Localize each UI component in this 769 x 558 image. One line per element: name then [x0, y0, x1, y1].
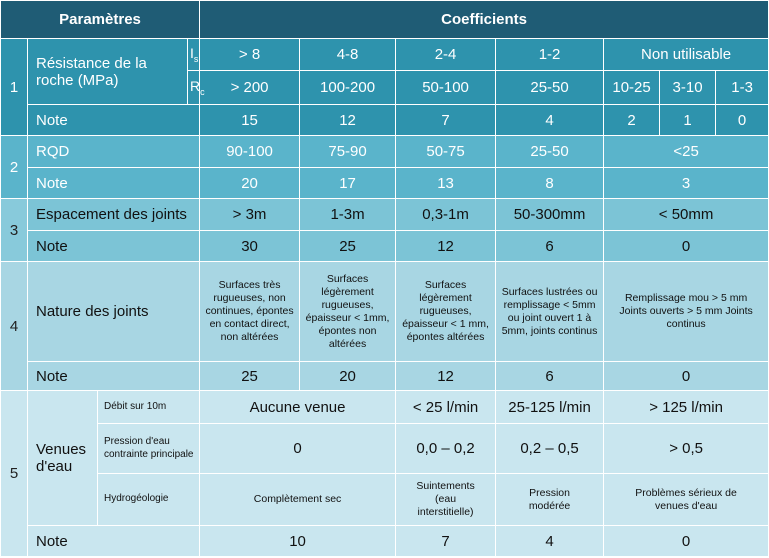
row5-debit-value: 25-125 l/min: [496, 391, 604, 424]
row2-value: 50-75: [396, 136, 496, 168]
row3-label: Espacement des joints: [28, 199, 200, 231]
row1-note-value: 7: [396, 105, 496, 136]
row5-debit-label: Débit sur 10m: [98, 391, 200, 424]
row2-value: 90-100: [200, 136, 300, 168]
row2-number: 2: [1, 136, 28, 199]
row1-rc-value: 3-10: [660, 71, 716, 105]
row1-note-value: 2: [604, 105, 660, 136]
row2-note-value: 13: [396, 168, 496, 199]
row1-is-value: > 8: [200, 39, 300, 71]
row5-hydro-value: Pression modérée: [496, 474, 604, 526]
row1-is-value: Non utilisable: [604, 39, 769, 71]
row5-number: 5: [1, 391, 28, 557]
row1-note-value: 12: [300, 105, 396, 136]
row1-is-value: 4-8: [300, 39, 396, 71]
header-row: [1, 1, 769, 39]
row5-hydro-value: Problèmes sérieux de venues d'eau: [604, 474, 769, 526]
row1-number: 1: [1, 39, 28, 136]
row3-note-value: 6: [496, 231, 604, 262]
row4-value: Surfaces légèrement rugueuses, épaisseur < 1 mm, épontes altérées: [396, 262, 496, 362]
row1-note-value: 0: [716, 105, 769, 136]
row1-is-value: 1-2: [496, 39, 604, 71]
row5-debit: [1, 391, 769, 424]
row4-note-value: 0: [604, 362, 769, 391]
row5-debit-value: > 125 l/min: [604, 391, 769, 424]
row3-note-label: Note: [28, 231, 200, 262]
row2-note-value: 8: [496, 168, 604, 199]
row3-values: [1, 199, 769, 231]
row4-note-value: 20: [300, 362, 396, 391]
row4-value: Surfaces légèrement rugueuses, épaisseur < 1mm, épontes non altérées: [300, 262, 396, 362]
row1-label: Résistance de la roche (MPa): [28, 39, 188, 105]
row1-note-label: Note: [28, 105, 200, 136]
row4-note-value: 12: [396, 362, 496, 391]
row4-value: Surfaces lustrées ou remplissage < 5mm ou joint ouvert 1 à 5mm, joints continus: [496, 262, 604, 362]
row2-value: <25: [604, 136, 769, 168]
row2-note-value: 3: [604, 168, 769, 199]
row5-pression: [1, 424, 769, 474]
row5-note-value: 7: [396, 526, 496, 557]
row2-note: [1, 168, 769, 199]
row3-number: 3: [1, 199, 28, 262]
row1-rc-value: 25-50: [496, 71, 604, 105]
row3-value: 0,3-1m: [396, 199, 496, 231]
row4-value: Surfaces très rugueuses, non continues, épontes en contact direct, non altérées: [200, 262, 300, 362]
row5-debit-value: < 25 l/min: [396, 391, 496, 424]
row5-note-value: 0: [604, 526, 769, 557]
row5-hydro-value: Complètement sec: [200, 474, 396, 526]
row4-value: Remplissage mou > 5 mm Joints ouverts > 5 mm Joints continus: [604, 262, 769, 362]
row2-values: [1, 136, 769, 168]
row3-note-value: 0: [604, 231, 769, 262]
row2-value: 25-50: [496, 136, 604, 168]
row5-pression-value: > 0,5: [604, 424, 769, 474]
row1-note-value: 1: [660, 105, 716, 136]
row1-rc-value: 10-25: [604, 71, 660, 105]
row1-is-symbol: $I_s$: [188, 39, 200, 71]
row5-hydro: [1, 474, 769, 526]
row2-note-value: 20: [200, 168, 300, 199]
row5-debit-value: Aucune venue: [200, 391, 396, 424]
row5-pression-value: 0,0 – 0,2: [396, 424, 496, 474]
row4-note-value: 25: [200, 362, 300, 391]
row2-note-value: 17: [300, 168, 396, 199]
row3-note-value: 25: [300, 231, 396, 262]
row1-note-value: 4: [496, 105, 604, 136]
row3-note-value: 30: [200, 231, 300, 262]
header-params: Paramètres: [1, 1, 200, 39]
row3-value: > 3m: [200, 199, 300, 231]
row5-pression-value: 0: [200, 424, 396, 474]
row1-rc-value: 100-200: [300, 71, 396, 105]
row5-pression-label: Pression d'eau contrainte principale: [98, 424, 200, 474]
row2-value: 75-90: [300, 136, 396, 168]
row1-rc-value: 1-3: [716, 71, 769, 105]
row1-rc-value: 50-100: [396, 71, 496, 105]
row1-note-value: 15: [200, 105, 300, 136]
row3-value: < 50mm: [604, 199, 769, 231]
row2-note-label: Note: [28, 168, 200, 199]
row1-rc-symbol: $R_c$: [188, 71, 200, 105]
row4-note-label: Note: [28, 362, 200, 391]
row4-number: 4: [1, 262, 28, 391]
row5-note: [1, 526, 769, 557]
row5-label: Venues d'eau: [28, 391, 98, 526]
row1-note: [1, 105, 769, 136]
row5-hydro-value: Suintements (eau interstitielle): [396, 474, 496, 526]
row1-is-value: 2-4: [396, 39, 496, 71]
row4-values: [1, 262, 769, 362]
row3-note-value: 12: [396, 231, 496, 262]
row3-value: 50-300mm: [496, 199, 604, 231]
row5-note-value: 4: [496, 526, 604, 557]
row3-value: 1-3m: [300, 199, 396, 231]
row4-label: Nature des joints: [28, 262, 200, 362]
header-coefficients: Coefficients: [200, 1, 769, 39]
row1-is: [1, 39, 769, 71]
row2-label: RQD: [28, 136, 200, 168]
row5-pression-value: 0,2 – 0,5: [496, 424, 604, 474]
row3-note: [1, 231, 769, 262]
row4-note-value: 6: [496, 362, 604, 391]
row5-note-label: Note: [28, 526, 200, 557]
row5-hydro-label: Hydrogéologie: [98, 474, 200, 526]
row1-rc-value: > 200: [200, 71, 300, 105]
row4-note: [1, 362, 769, 391]
row5-note-value: 10: [200, 526, 396, 557]
